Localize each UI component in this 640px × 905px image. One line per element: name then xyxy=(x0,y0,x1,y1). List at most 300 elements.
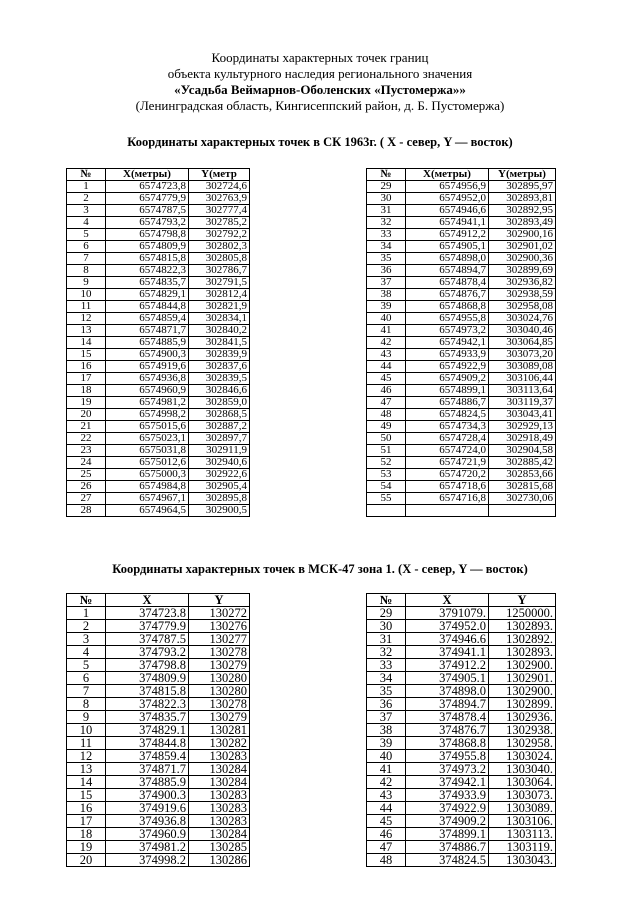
cell-x: 374922.9 xyxy=(406,802,489,815)
cell-number: 51 xyxy=(367,445,406,457)
table-row xyxy=(367,193,556,205)
cell-y: 130276 xyxy=(189,620,250,633)
table-row xyxy=(367,277,556,289)
col-header-number: № xyxy=(67,169,106,181)
cell-x: 6574998,2 xyxy=(106,409,189,421)
cell-y: 302730,06 xyxy=(489,493,556,505)
cell-x: 374955.8 xyxy=(406,750,489,763)
cell-y: 130286 xyxy=(189,854,250,867)
cell-y: 302763,9 xyxy=(189,193,250,205)
cell-x: 6574941,1 xyxy=(406,217,489,229)
cell-y: 302834,1 xyxy=(189,313,250,325)
sk1963-table-right xyxy=(366,168,556,517)
cell-x: 6575000,3 xyxy=(106,469,189,481)
table-row xyxy=(367,433,556,445)
cell-number: 34 xyxy=(367,672,406,685)
cell-y: 130280 xyxy=(189,672,250,685)
table-row xyxy=(67,841,250,854)
cell-x: 6574964,5 xyxy=(106,505,189,517)
table-row xyxy=(367,289,556,301)
cell-number: 34 xyxy=(367,241,406,253)
cell-y: 1302938. xyxy=(489,724,556,737)
cell-x: 6575031,8 xyxy=(106,445,189,457)
table-row xyxy=(367,620,556,633)
cell-y: 302905,4 xyxy=(189,481,250,493)
header-line-2: объекта культурного наследия регионального значения xyxy=(167,66,473,81)
cell-y: 1303106. xyxy=(489,815,556,828)
cell-x: 374844.8 xyxy=(106,737,189,750)
cell-number: 20 xyxy=(67,854,106,867)
cell-y: 303106,44 xyxy=(489,373,556,385)
cell-y: 130280 xyxy=(189,685,250,698)
cell-x: 374998.2 xyxy=(106,854,189,867)
table-row xyxy=(367,181,556,193)
cell-number: 25 xyxy=(67,469,106,481)
table-row xyxy=(367,229,556,241)
cell-y: 302839,9 xyxy=(189,349,250,361)
cell-x: 374905.1 xyxy=(406,672,489,685)
cell-y: 302893,49 xyxy=(489,217,556,229)
cell-y: 302900,36 xyxy=(489,253,556,265)
cell-number: 41 xyxy=(367,325,406,337)
cell-number: 41 xyxy=(367,763,406,776)
col-header-x: X xyxy=(106,594,189,607)
cell-y: 302777,4 xyxy=(189,205,250,217)
cell-number: 46 xyxy=(367,385,406,397)
cell-y: 302792,2 xyxy=(189,229,250,241)
cell-x: 6574798,8 xyxy=(106,229,189,241)
cell-y: 1302893. xyxy=(489,646,556,659)
table-row xyxy=(67,217,250,229)
table-row xyxy=(67,724,250,737)
cell-y: 1303119. xyxy=(489,841,556,854)
table-row xyxy=(67,469,250,481)
cell-y: 302940,6 xyxy=(189,457,250,469)
cell-number: 43 xyxy=(367,789,406,802)
cell-number: 32 xyxy=(367,646,406,659)
cell-number: 15 xyxy=(67,789,106,802)
cell-number: 10 xyxy=(67,289,106,301)
cell-y: 1303073. xyxy=(489,789,556,802)
cell-x: 6574905,1 xyxy=(406,241,489,253)
cell-y: 1303089. xyxy=(489,802,556,815)
cell-y: 302885,42 xyxy=(489,457,556,469)
cell-x: 6574793,2 xyxy=(106,217,189,229)
cell-number: 13 xyxy=(67,763,106,776)
cell-y xyxy=(489,505,556,517)
cell-x: 374885.9 xyxy=(106,776,189,789)
cell-x: 374829.1 xyxy=(106,724,189,737)
cell-x: 6574876,7 xyxy=(406,289,489,301)
cell-number: 17 xyxy=(67,815,106,828)
cell-number: 53 xyxy=(367,469,406,481)
cell-y: 303089,08 xyxy=(489,361,556,373)
cell-number: 19 xyxy=(67,841,106,854)
table-row xyxy=(67,828,250,841)
cell-x: 374912.2 xyxy=(406,659,489,672)
table-row xyxy=(67,685,250,698)
cell-number: 2 xyxy=(67,193,106,205)
col-header-y: Y(метр xyxy=(189,169,250,181)
table-row xyxy=(367,385,556,397)
table-row xyxy=(67,802,250,815)
table-row xyxy=(367,505,556,517)
cell-x: 374793.2 xyxy=(106,646,189,659)
table-row xyxy=(67,646,250,659)
cell-number: 55 xyxy=(367,493,406,505)
cell-x: 6574933,9 xyxy=(406,349,489,361)
cell-number: 29 xyxy=(367,607,406,620)
cell-number: 32 xyxy=(367,217,406,229)
table-row xyxy=(67,277,250,289)
table-row xyxy=(367,361,556,373)
cell-x: 6574912,2 xyxy=(406,229,489,241)
cell-x: 6574898,0 xyxy=(406,253,489,265)
cell-y: 302839,5 xyxy=(189,373,250,385)
cell-x: 374960.9 xyxy=(106,828,189,841)
cell-number: 2 xyxy=(67,620,106,633)
cell-x: 6574859,4 xyxy=(106,313,189,325)
table-row xyxy=(67,313,250,325)
cell-x: 6574919,6 xyxy=(106,361,189,373)
cell-y: 130272 xyxy=(189,607,250,620)
cell-x: 6574885,9 xyxy=(106,337,189,349)
cell-number: 44 xyxy=(367,361,406,373)
cell-x: 374876.7 xyxy=(406,724,489,737)
table-row xyxy=(367,789,556,802)
cell-y: 130283 xyxy=(189,789,250,802)
cell-y: 302897,7 xyxy=(189,433,250,445)
table-row xyxy=(67,815,250,828)
cell-x: 6574973,2 xyxy=(406,325,489,337)
table-row xyxy=(67,409,250,421)
table-header-row xyxy=(367,169,556,181)
cell-y: 1302900. xyxy=(489,659,556,672)
cell-number: 4 xyxy=(67,217,106,229)
cell-number: 11 xyxy=(67,737,106,750)
cell-number: 31 xyxy=(367,633,406,646)
cell-x: 374723.8 xyxy=(106,607,189,620)
cell-x: 374835.7 xyxy=(106,711,189,724)
cell-number: 48 xyxy=(367,854,406,867)
cell-y: 302893,81 xyxy=(489,193,556,205)
cell-x: 6575012,6 xyxy=(106,457,189,469)
cell-number: 9 xyxy=(67,711,106,724)
table-row xyxy=(67,301,250,313)
cell-x: 6574809,9 xyxy=(106,241,189,253)
cell-number: 45 xyxy=(367,373,406,385)
cell-number: 26 xyxy=(67,481,106,493)
cell-y: 1302958. xyxy=(489,737,556,750)
cell-y: 303064,85 xyxy=(489,337,556,349)
cell-number: 47 xyxy=(367,841,406,854)
section2-title: Координаты характерных точек в МСК-47 зона 1. (X - север, Y — восток) xyxy=(112,562,528,576)
cell-x: 6574835,7 xyxy=(106,277,189,289)
document-header xyxy=(0,50,640,114)
table-row xyxy=(67,361,250,373)
cell-number: 48 xyxy=(367,409,406,421)
cell-number: 13 xyxy=(67,325,106,337)
table-row xyxy=(67,241,250,253)
table-row xyxy=(367,349,556,361)
cell-x: 6574822,3 xyxy=(106,265,189,277)
col-header-number: № xyxy=(67,594,106,607)
table-row xyxy=(367,854,556,867)
cell-x: 6574868,8 xyxy=(406,301,489,313)
cell-x: 6574844,8 xyxy=(106,301,189,313)
cell-number: 16 xyxy=(67,802,106,815)
cell-x: 374871.7 xyxy=(106,763,189,776)
cell-y: 1302899. xyxy=(489,698,556,711)
cell-x: 6574779,9 xyxy=(106,193,189,205)
cell-y: 130281 xyxy=(189,724,250,737)
cell-y: 302900,5 xyxy=(189,505,250,517)
cell-number: 10 xyxy=(67,724,106,737)
cell-x: 374941.1 xyxy=(406,646,489,659)
table-row xyxy=(367,325,556,337)
cell-y: 130283 xyxy=(189,815,250,828)
cell-y: 302901,02 xyxy=(489,241,556,253)
table-row xyxy=(67,633,250,646)
cell-y: 130279 xyxy=(189,711,250,724)
table-row xyxy=(367,737,556,750)
cell-x: 6574960,9 xyxy=(106,385,189,397)
cell-y: 302853,66 xyxy=(489,469,556,481)
table-row xyxy=(367,763,556,776)
table-row xyxy=(67,205,250,217)
cell-x: 6574955,8 xyxy=(406,313,489,325)
col-header-number: № xyxy=(367,594,406,607)
cell-number: 16 xyxy=(67,361,106,373)
cell-number: 9 xyxy=(67,277,106,289)
cell-number: 46 xyxy=(367,828,406,841)
cell-x: 374899.1 xyxy=(406,828,489,841)
table-row xyxy=(67,421,250,433)
table-row xyxy=(67,337,250,349)
cell-y: 302859,0 xyxy=(189,397,250,409)
cell-number: 17 xyxy=(67,373,106,385)
cell-y: 302724,6 xyxy=(189,181,250,193)
cell-x: 6574936,8 xyxy=(106,373,189,385)
table-row xyxy=(367,828,556,841)
cell-x: 6574886,7 xyxy=(406,397,489,409)
cell-y: 302805,8 xyxy=(189,253,250,265)
table-row xyxy=(367,724,556,737)
cell-number: 42 xyxy=(367,337,406,349)
cell-x: 6574724,0 xyxy=(406,445,489,457)
cell-y: 130279 xyxy=(189,659,250,672)
cell-y: 130277 xyxy=(189,633,250,646)
cell-x: 6574718,6 xyxy=(406,481,489,493)
cell-number: 12 xyxy=(67,750,106,763)
table-row xyxy=(367,633,556,646)
cell-x: 6574894,7 xyxy=(406,265,489,277)
table-row xyxy=(367,241,556,253)
table-row xyxy=(67,481,250,493)
cell-number: 39 xyxy=(367,737,406,750)
table-row xyxy=(367,301,556,313)
header-line-1: Координаты характерных точек границ xyxy=(211,50,429,65)
header-line-3: «Усадьба Веймарнов-Оболенских «Пустомержа»» xyxy=(174,82,466,97)
cell-number: 42 xyxy=(367,776,406,789)
cell-x: 374952.0 xyxy=(406,620,489,633)
cell-x: 374779.9 xyxy=(106,620,189,633)
cell-x: 374981.2 xyxy=(106,841,189,854)
cell-x: 6574946,6 xyxy=(406,205,489,217)
cell-number: 47 xyxy=(367,397,406,409)
table-row xyxy=(367,802,556,815)
cell-number: 37 xyxy=(367,277,406,289)
cell-y: 303040,46 xyxy=(489,325,556,337)
header-line-4: (Ленинградская область, Кингисеппский район, д. Б. Пустомержа) xyxy=(135,98,505,113)
cell-y: 1303113. xyxy=(489,828,556,841)
cell-y: 303113,64 xyxy=(489,385,556,397)
cell-number: 8 xyxy=(67,265,106,277)
cell-number: 18 xyxy=(67,828,106,841)
table-row xyxy=(367,421,556,433)
cell-number: 19 xyxy=(67,397,106,409)
table-row xyxy=(367,685,556,698)
table-row xyxy=(367,409,556,421)
cell-number: 33 xyxy=(367,659,406,672)
cell-x: 6574721,9 xyxy=(406,457,489,469)
cell-number: 37 xyxy=(367,711,406,724)
cell-y: 130284 xyxy=(189,828,250,841)
cell-number: 12 xyxy=(67,313,106,325)
cell-y: 130278 xyxy=(189,698,250,711)
cell-y: 302900,16 xyxy=(489,229,556,241)
cell-x: 6575015,6 xyxy=(106,421,189,433)
cell-number: 31 xyxy=(367,205,406,217)
cell-x: 374936.8 xyxy=(106,815,189,828)
cell-number: 44 xyxy=(367,802,406,815)
cell-x: 6574734,3 xyxy=(406,421,489,433)
col-header-x: X(метры) xyxy=(106,169,189,181)
table-row xyxy=(67,505,250,517)
cell-x: 374859.4 xyxy=(106,750,189,763)
table-row xyxy=(67,789,250,802)
cell-y: 302791,5 xyxy=(189,277,250,289)
cell-number: 24 xyxy=(67,457,106,469)
table-row xyxy=(67,659,250,672)
cell-x: 6574723,8 xyxy=(106,181,189,193)
cell-y: 302918,49 xyxy=(489,433,556,445)
cell-number: 14 xyxy=(67,337,106,349)
cell-number: 4 xyxy=(67,646,106,659)
cell-y: 130284 xyxy=(189,776,250,789)
cell-x: 6574787,5 xyxy=(106,205,189,217)
cell-number: 5 xyxy=(67,229,106,241)
table-row xyxy=(367,646,556,659)
cell-y: 302840,2 xyxy=(189,325,250,337)
cell-y: 1302901. xyxy=(489,672,556,685)
section1-title: Координаты характерных точек в СК 1963г. ( X - север, Y — восток) xyxy=(127,135,513,149)
cell-number: 40 xyxy=(367,750,406,763)
cell-number: 35 xyxy=(367,685,406,698)
cell-number: 7 xyxy=(67,685,106,698)
cell-x: 6574922,9 xyxy=(406,361,489,373)
cell-x: 374973.2 xyxy=(406,763,489,776)
cell-x: 6574909,2 xyxy=(406,373,489,385)
table-row xyxy=(367,698,556,711)
table-row xyxy=(67,325,250,337)
cell-x: 374909.2 xyxy=(406,815,489,828)
cell-y: 302929,13 xyxy=(489,421,556,433)
table-header-row xyxy=(67,594,250,607)
table-row xyxy=(367,253,556,265)
cell-number: 40 xyxy=(367,313,406,325)
cell-y: 302812,4 xyxy=(189,289,250,301)
table-row xyxy=(367,373,556,385)
cell-y: 302911,9 xyxy=(189,445,250,457)
cell-number: 36 xyxy=(367,265,406,277)
cell-y: 302895,8 xyxy=(189,493,250,505)
cell-number: 11 xyxy=(67,301,106,313)
cell-x: 374787.5 xyxy=(106,633,189,646)
cell-number: 15 xyxy=(67,349,106,361)
cell-x xyxy=(406,505,489,517)
cell-number: 5 xyxy=(67,659,106,672)
cell-number: 38 xyxy=(367,724,406,737)
table-header-row xyxy=(367,594,556,607)
cell-y: 303024,76 xyxy=(489,313,556,325)
table-row xyxy=(67,349,250,361)
cell-number: 1 xyxy=(67,181,106,193)
table-row xyxy=(67,433,250,445)
cell-x: 6574981,2 xyxy=(106,397,189,409)
cell-x: 374798.8 xyxy=(106,659,189,672)
cell-x: 6574967,1 xyxy=(106,493,189,505)
cell-number: 29 xyxy=(367,181,406,193)
cell-y: 302868,5 xyxy=(189,409,250,421)
cell-number: 45 xyxy=(367,815,406,828)
table-row xyxy=(67,493,250,505)
cell-x: 374946.6 xyxy=(406,633,489,646)
cell-number: 27 xyxy=(67,493,106,505)
cell-y: 302936,82 xyxy=(489,277,556,289)
cell-number: 8 xyxy=(67,698,106,711)
cell-x: 6574956,9 xyxy=(406,181,489,193)
cell-y: 302815,68 xyxy=(489,481,556,493)
col-header-number: № xyxy=(367,169,406,181)
cell-x: 374815.8 xyxy=(106,685,189,698)
table-row xyxy=(67,672,250,685)
cell-x: 374878.4 xyxy=(406,711,489,724)
cell-number: 20 xyxy=(67,409,106,421)
cell-y: 302785,2 xyxy=(189,217,250,229)
table-row xyxy=(67,750,250,763)
cell-x: 6574871,7 xyxy=(106,325,189,337)
cell-y: 302786,7 xyxy=(189,265,250,277)
table-row xyxy=(67,373,250,385)
cell-y: 302802,3 xyxy=(189,241,250,253)
cell-y: 302887,2 xyxy=(189,421,250,433)
cell-number: 6 xyxy=(67,241,106,253)
cell-y: 130282 xyxy=(189,737,250,750)
table-row xyxy=(367,457,556,469)
cell-y: 302958,08 xyxy=(489,301,556,313)
msk47-table-right xyxy=(366,593,556,867)
cell-number: 30 xyxy=(367,620,406,633)
cell-number: 23 xyxy=(67,445,106,457)
table-row xyxy=(367,337,556,349)
sk1963-table-left xyxy=(66,168,250,517)
table-row xyxy=(67,698,250,711)
cell-number: 22 xyxy=(67,433,106,445)
table-row xyxy=(367,750,556,763)
cell-y: 302846,6 xyxy=(189,385,250,397)
cell-number: 36 xyxy=(367,698,406,711)
